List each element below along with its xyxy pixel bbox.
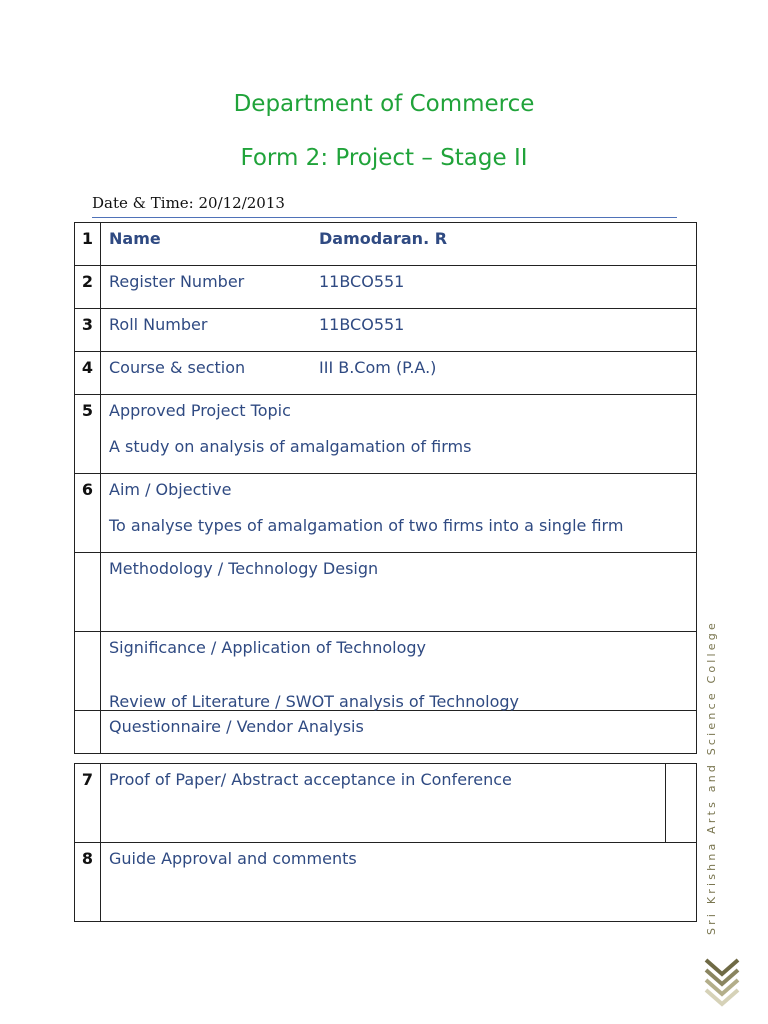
- field-value: 11BCO551: [319, 272, 405, 291]
- review-literature-text: Review of Literature / SWOT analysis of Technology: [109, 692, 520, 711]
- row-content: [101, 352, 697, 395]
- field-value: 11BCO551: [319, 315, 405, 334]
- field-label: Questionnaire / Vendor Analysis: [109, 717, 364, 736]
- table-row: [75, 352, 697, 395]
- table-row: [75, 266, 697, 309]
- date-underline: [92, 217, 677, 218]
- approval-table: [74, 763, 697, 922]
- project-details-table: [74, 222, 697, 754]
- field-label: Course & section: [109, 358, 246, 377]
- field-label: Proof of Paper/ Abstract acceptance in Conference: [109, 770, 512, 789]
- row-number: 7: [75, 764, 101, 843]
- form-title: Form 2: Project – Stage II: [240, 145, 528, 171]
- field-label: Aim / Objective: [109, 480, 232, 499]
- row-number: [75, 632, 101, 711]
- field-label: Guide Approval and comments: [109, 849, 357, 868]
- table-row: [75, 474, 697, 553]
- table-row: [75, 843, 697, 922]
- row-number: 4: [75, 352, 101, 395]
- row-content: [101, 711, 697, 754]
- row-content: [101, 843, 697, 922]
- row-number: 8: [75, 843, 101, 922]
- row-number: 1: [75, 223, 101, 266]
- table-row: [75, 395, 697, 474]
- row-number: [75, 711, 101, 754]
- field-value: III B.Com (P.A.): [319, 358, 437, 377]
- row-number: 3: [75, 309, 101, 352]
- row-number: 2: [75, 266, 101, 309]
- field-label: Approved Project Topic: [109, 401, 291, 420]
- table-row: [75, 553, 697, 632]
- table-row: [75, 764, 697, 843]
- row-number: 5: [75, 395, 101, 474]
- row-content: [101, 395, 697, 474]
- department-title: Department of Commerce: [233, 91, 535, 117]
- row-content: [101, 266, 697, 309]
- row-content: [101, 223, 697, 266]
- table-row: [75, 223, 697, 266]
- field-value: A study on analysis of amalgamation of firms: [109, 437, 472, 456]
- field-value: Damodaran. R: [319, 229, 448, 248]
- row-content: [101, 474, 697, 553]
- field-label: Name: [109, 229, 161, 248]
- field-label: Register Number: [109, 272, 245, 291]
- row-content: [101, 309, 697, 352]
- field-value: To analyse types of amalgamation of two firms into a single firm: [109, 516, 624, 535]
- empty-cell: [666, 764, 697, 843]
- row-content: [101, 764, 666, 843]
- field-label: Roll Number: [109, 315, 208, 334]
- date-time: Date & Time: 20/12/2013: [92, 194, 285, 212]
- chevrons-down-icon: [704, 956, 740, 1008]
- field-label: Methodology / Technology Design: [109, 559, 379, 578]
- table-row: [75, 711, 697, 754]
- row-content: [101, 553, 697, 632]
- row-number: 6: [75, 474, 101, 553]
- field-label: Significance / Application of Technology: [109, 638, 426, 657]
- row-number: [75, 553, 101, 632]
- table-row: [75, 309, 697, 352]
- college-name-vertical: Sri Krishna Arts and Science College: [705, 620, 718, 935]
